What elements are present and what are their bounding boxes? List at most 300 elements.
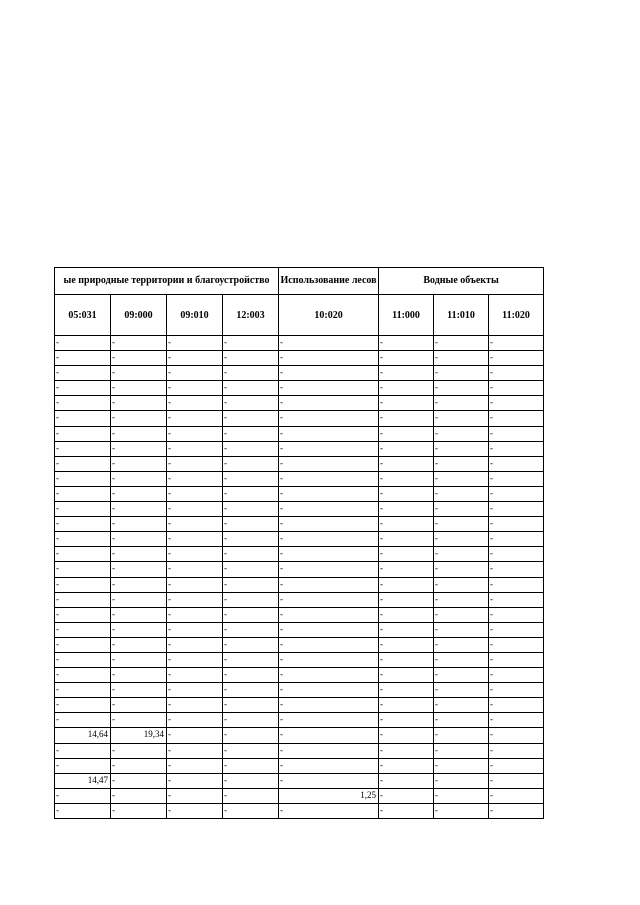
table-cell: - [434,652,489,667]
header-group-nature: ые природные территории и благоустройство [55,268,279,295]
table-cell: - [55,396,111,411]
table-cell: - [167,607,223,622]
table-cell: - [279,622,379,637]
table-cell: - [379,366,434,381]
table-cell: - [489,426,544,441]
table-cell: - [434,411,489,426]
table-row [55,381,544,396]
table-cell: - [223,411,279,426]
table-cell: - [55,441,111,456]
table-cell: - [111,607,167,622]
table-cell: - [434,351,489,366]
table-cell: - [434,336,489,351]
table-cell: - [379,803,434,818]
table-cell: - [167,803,223,818]
table-cell: - [379,758,434,773]
table-row [55,471,544,486]
table-cell: - [379,652,434,667]
table-row [55,652,544,667]
table-cell: - [434,532,489,547]
table-cell: - [489,396,544,411]
table-row [55,351,544,366]
table-cell: - [111,592,167,607]
table-cell: - [489,562,544,577]
table-cell: - [223,486,279,501]
table-cell: - [379,517,434,532]
table-cell: - [279,607,379,622]
table-cell: - [111,668,167,683]
table-cell: - [434,471,489,486]
table-cell: - [167,713,223,728]
table-cell: - [434,547,489,562]
table-cell: - [279,517,379,532]
table-cell: - [111,351,167,366]
table-cell: - [489,803,544,818]
table-row [55,713,544,728]
table-cell: - [111,743,167,758]
table-cell: - [167,788,223,803]
header-group-water: Водные объекты [379,268,544,295]
table-cell: - [434,381,489,396]
table-row [55,668,544,683]
table-cell: - [434,517,489,532]
table-cell: - [223,773,279,788]
table-cell: - [55,592,111,607]
table-row [55,426,544,441]
table-cell: - [167,652,223,667]
table-cell: - [379,607,434,622]
header-code-row [55,295,544,336]
table-cell: - [279,803,379,818]
table-row [55,486,544,501]
table-cell: - [55,456,111,471]
table-cell: - [111,562,167,577]
table-cell: - [167,668,223,683]
table-cell: - [379,411,434,426]
table-cell: - [489,713,544,728]
table-cell: - [434,668,489,683]
table-cell: - [111,411,167,426]
table-cell: - [111,652,167,667]
table-cell: - [55,683,111,698]
table-cell: 1,25 [279,788,379,803]
table-row [55,743,544,758]
table-cell: - [279,456,379,471]
table-cell: - [223,788,279,803]
table-row [55,683,544,698]
table-cell: - [167,592,223,607]
table-cell: - [55,577,111,592]
header-group-row [55,268,544,295]
table-cell: - [55,381,111,396]
table-cell: - [489,471,544,486]
table-cell: - [279,773,379,788]
table-cell: - [379,532,434,547]
table-cell: - [489,668,544,683]
table-cell: - [379,668,434,683]
table-cell: - [223,562,279,577]
table-cell: - [167,773,223,788]
table-row [55,803,544,818]
table-cell: - [434,803,489,818]
table-cell: - [279,728,379,743]
table-row [55,411,544,426]
table-cell: - [55,471,111,486]
table-cell: - [167,758,223,773]
table-cell: - [489,517,544,532]
table-cell: - [489,758,544,773]
table-cell: - [279,668,379,683]
table-cell: - [489,622,544,637]
table-cell: - [55,698,111,713]
table-cell: - [111,637,167,652]
table-cell: - [167,637,223,652]
table-cell: - [379,577,434,592]
table-cell: - [111,713,167,728]
table-cell: - [111,396,167,411]
table-cell: - [489,366,544,381]
table-cell: - [279,743,379,758]
table-cell: - [489,652,544,667]
table-cell: - [379,456,434,471]
table-row [55,788,544,803]
column-header: 11:000 [379,295,434,336]
table-cell: - [167,547,223,562]
table-cell: - [223,668,279,683]
table-cell: - [223,502,279,517]
table-cell: - [434,441,489,456]
table-cell: - [55,366,111,381]
column-header: 11:020 [489,295,544,336]
table-cell: - [223,396,279,411]
table-row [55,607,544,622]
table-cell: - [489,441,544,456]
table-cell: - [279,471,379,486]
table-cell: - [223,607,279,622]
table-cell: - [379,351,434,366]
table-cell: - [434,456,489,471]
table-cell: - [111,502,167,517]
table-cell: - [279,592,379,607]
table-cell: - [111,532,167,547]
table-cell: - [434,366,489,381]
column-header: 11:010 [434,295,489,336]
table-cell: - [489,773,544,788]
table-cell: - [223,803,279,818]
table-cell: - [167,351,223,366]
table-cell: - [489,381,544,396]
table-cell: - [111,773,167,788]
table-cell: - [489,577,544,592]
table-cell: - [489,698,544,713]
table-row [55,773,544,788]
table-cell: - [279,713,379,728]
table-cell: - [279,396,379,411]
table-cell: - [379,486,434,501]
table-cell: - [223,381,279,396]
table-cell: - [379,637,434,652]
table-cell: - [434,486,489,501]
table-cell: - [489,411,544,426]
table-cell: - [55,517,111,532]
table-cell: - [55,743,111,758]
table-cell: - [167,411,223,426]
table-cell: - [223,728,279,743]
table-cell: - [379,441,434,456]
table-cell: - [489,336,544,351]
table-cell: - [434,743,489,758]
table-cell: - [167,683,223,698]
table-cell: - [223,592,279,607]
table-cell: - [167,517,223,532]
table-cell: - [167,728,223,743]
table-cell: - [55,502,111,517]
table-cell: - [379,743,434,758]
table-cell: - [489,743,544,758]
header-group-forest: Использование лесов [279,268,379,295]
table-cell: - [434,607,489,622]
table-cell: - [223,517,279,532]
table-cell: - [434,698,489,713]
table-row [55,366,544,381]
table-cell: - [167,698,223,713]
table-cell: - [379,622,434,637]
table-cell: - [111,698,167,713]
table-cell: - [279,547,379,562]
table-cell: - [279,336,379,351]
column-header: 09:010 [167,295,223,336]
table-cell: 14,47 [55,773,111,788]
table-cell: - [279,441,379,456]
table-cell: - [489,728,544,743]
table-cell: - [167,502,223,517]
table-cell: - [111,456,167,471]
table-cell: - [279,366,379,381]
table-cell: - [379,788,434,803]
table-cell: - [434,728,489,743]
table-cell: - [434,562,489,577]
table-cell: - [223,366,279,381]
table-row [55,758,544,773]
column-header: 10:020 [279,295,379,336]
table-cell: - [111,336,167,351]
table-cell: - [167,441,223,456]
table-cell: - [223,622,279,637]
table-cell: - [223,637,279,652]
table-cell: - [489,547,544,562]
table-cell: - [111,683,167,698]
table-cell: - [111,758,167,773]
table-cell: - [434,788,489,803]
table-cell: - [111,622,167,637]
table-cell: - [223,532,279,547]
table-row [55,441,544,456]
table-cell: - [379,728,434,743]
table-row [55,698,544,713]
table-cell: - [434,396,489,411]
table-cell: - [167,622,223,637]
table-cell: - [55,622,111,637]
table-cell: - [167,577,223,592]
table-cell: - [167,381,223,396]
table-row [55,577,544,592]
table-cell: - [223,713,279,728]
table-cell: - [167,743,223,758]
table-cell: - [111,381,167,396]
table-cell: - [223,758,279,773]
table-cell: - [489,351,544,366]
column-header: 09:000 [111,295,167,336]
table-cell: - [279,683,379,698]
table-cell: - [55,547,111,562]
table-cell: - [279,698,379,713]
table-row [55,637,544,652]
table-cell: - [434,758,489,773]
table-cell: - [279,486,379,501]
table-cell: - [55,652,111,667]
table-cell: - [279,652,379,667]
table-cell: - [223,336,279,351]
table-cell: - [55,336,111,351]
table-cell: - [223,456,279,471]
table-cell: - [223,426,279,441]
table-cell: - [55,562,111,577]
table-cell: - [167,396,223,411]
table-cell: - [223,547,279,562]
table-cell: - [55,803,111,818]
table-cell: - [279,637,379,652]
table-cell: - [489,683,544,698]
table-row [55,456,544,471]
data-table [54,267,544,819]
table-cell: - [279,381,379,396]
table-row [55,532,544,547]
table-row [55,562,544,577]
table-row [55,336,544,351]
table-cell: - [111,788,167,803]
table-cell: - [434,426,489,441]
table-cell: - [379,547,434,562]
table-cell: - [167,336,223,351]
table-cell: - [55,637,111,652]
table-cell: - [434,592,489,607]
table-cell: - [55,532,111,547]
table-cell: - [279,562,379,577]
table-cell: - [167,471,223,486]
table-cell: - [434,773,489,788]
table-cell: - [111,517,167,532]
table-cell: - [55,713,111,728]
table-cell: - [434,622,489,637]
table-cell: - [55,486,111,501]
table-cell: - [111,803,167,818]
table-cell: - [279,577,379,592]
table-cell: - [223,743,279,758]
table-cell: - [223,471,279,486]
table-cell: - [279,532,379,547]
table-cell: - [111,577,167,592]
table-cell: - [167,456,223,471]
table-cell: - [379,471,434,486]
table-cell: - [167,366,223,381]
table-cell: - [434,502,489,517]
table-row [55,592,544,607]
table-cell: - [379,426,434,441]
column-header: 05:031 [55,295,111,336]
table-cell: - [55,411,111,426]
table-cell: - [279,426,379,441]
table-cell: - [167,426,223,441]
table-cell: - [379,502,434,517]
table-cell: - [379,381,434,396]
table-cell: - [279,502,379,517]
table-cell: - [279,411,379,426]
table-cell: - [489,502,544,517]
column-header: 12:003 [223,295,279,336]
table-cell: - [55,788,111,803]
table-cell: - [379,713,434,728]
table-cell: - [223,652,279,667]
table-cell: - [167,486,223,501]
table-cell: - [111,471,167,486]
table-cell: - [111,547,167,562]
table-row [55,502,544,517]
table-row [55,622,544,637]
table-cell: - [55,426,111,441]
table-row [55,728,544,743]
table-cell: - [223,577,279,592]
table-cell: - [434,683,489,698]
table-cell: - [55,351,111,366]
table-cell: - [55,607,111,622]
table-cell: - [434,637,489,652]
table-cell: - [111,441,167,456]
table-cell: - [489,592,544,607]
table-cell: - [111,426,167,441]
table-cell: - [379,562,434,577]
table-cell: - [489,788,544,803]
table-cell: - [279,351,379,366]
table-cell: - [489,486,544,501]
table-cell: - [223,698,279,713]
table-cell: 14,64 [55,728,111,743]
table-cell: - [434,713,489,728]
table-cell: - [55,668,111,683]
table-cell: - [379,336,434,351]
table-cell: - [489,456,544,471]
table-cell: - [489,637,544,652]
table-cell: - [379,592,434,607]
table-cell: - [379,773,434,788]
table-cell: - [489,607,544,622]
table-cell: - [223,441,279,456]
table-cell: - [167,562,223,577]
table-cell: 19,34 [111,728,167,743]
table-row [55,547,544,562]
table-cell: - [111,486,167,501]
table-cell: - [223,683,279,698]
table-cell: - [223,351,279,366]
table-cell: - [379,683,434,698]
table-cell: - [279,758,379,773]
table-cell: - [379,396,434,411]
table-row [55,396,544,411]
table-cell: - [167,532,223,547]
table-cell: - [111,366,167,381]
table-cell: - [379,698,434,713]
table-cell: - [489,532,544,547]
table-cell: - [55,758,111,773]
